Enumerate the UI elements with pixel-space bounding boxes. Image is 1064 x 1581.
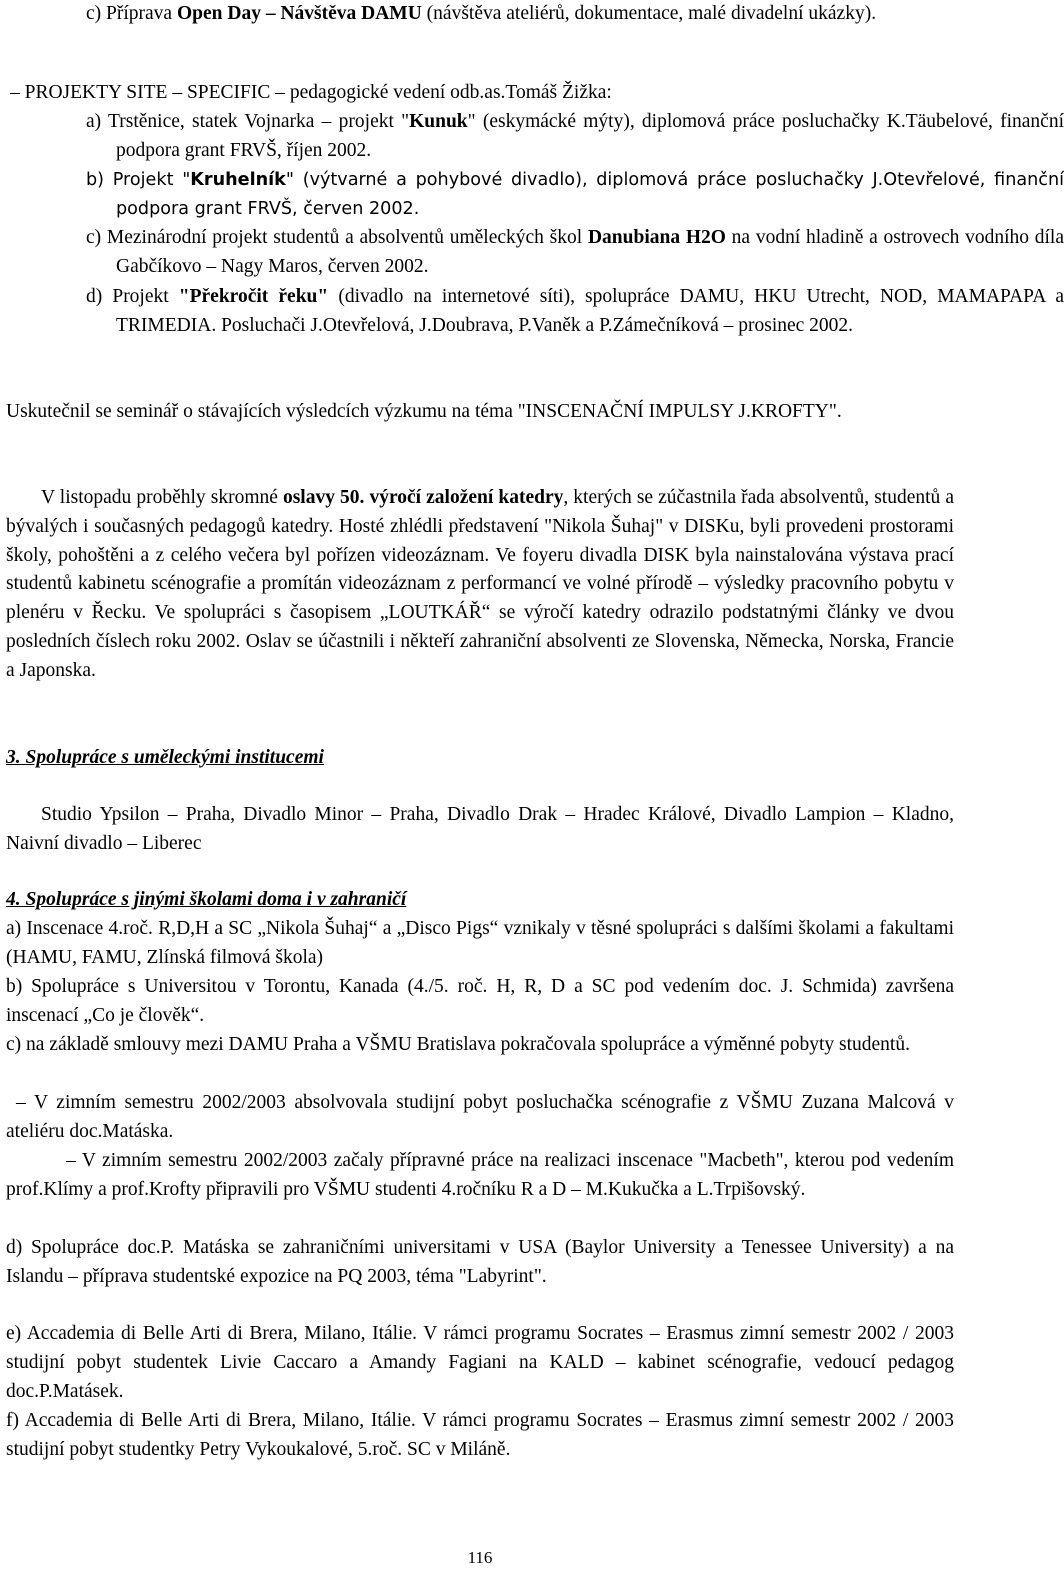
section-heading-4: 4. Spolupráce s jinými školami doma i v zahraničí <box>6 889 407 910</box>
site-specific-intro: – PROJEKTY SITE – SPECIFIC – pedagogické vedení odb.as.Tomáš Žižka: <box>10 82 612 103</box>
project-item-c: c) Mezinárodní projekt studentů a absolventů uměleckých škol Danubiana H2O na vodní hladině a ostrovech vodního díla Gabčíkovo – Nagy Maros, červen 2002. <box>86 227 1064 277</box>
coop-item-b: b) Spolupráce s Universitou v Torontu, Kanada (4./5. roč. H, R, D a SC pod vedením doc. J. Schmida) završena inscenací „Co je člověk“. <box>6 976 954 1026</box>
institutions-paragraph: Studio Ypsilon – Praha, Divadlo Minor – Praha, Divadlo Drak – Hradec Králové, Divadlo Lampion – Kladno, Naivní divadlo – Liberec <box>6 804 954 854</box>
coop-item-c-sub2: – V zimním semestru 2002/2003 začaly přípravné práce na realizaci inscenace "Macbeth", kterou pod vedením prof.Klímy a prof.Krofty připravili pro VŠMU studenti 4.ročníku R a D – M.Kukučka a L.Trpišovský. <box>6 1150 954 1200</box>
project-item-b: b) Projekt "Kruhelník" (výtvarné a pohybové divadlo), diplomová práce posluchačky J.Otevřelové, finanční podpora grant FRVŠ, červen 2002. <box>86 170 1064 219</box>
open-day-item: c) Příprava Open Day – Návštěva DAMU (návštěva ateliérů, dokumentace, malé divadelní ukázky). <box>86 3 877 24</box>
anniversary-paragraph: V listopadu proběhly skromné oslavy 50. výročí založení katedry, kterých se zúčastnila řada absolventů, studentů a bývalých i současných pedagogů katedry. Hosté zhlédli představení "Nikola Šuhaj" v DISKu, byli provedeni prostorami školy, pohoštěni a z celého večera byl pořízen videozáznam. Ve foyeru divadla DISK byla nainstalována výstava prací studentů kabinetu scénografie a promítán videozáznam z performancí ve volné přírodě – výsledky pracovního pobytu v plenéru v Řecku. Ve spolupráci s časopisem „LOUTKÁŘ“ se výročí katedry odrazilo podstatnými články ve dvou posledních číslech roku 2002. Oslav se účastnili i někteří zahraniční absolventi ze Slovenska, Německa, Norska, Francie a Japonska. <box>6 487 954 681</box>
page-number: 116 <box>467 1548 493 1567</box>
project-item-d: d) Projekt "Překročit řeku" (divadlo na internetové síti), spolupráce DAMU, HKU Utrecht, NOD, MAMAPAPA a TRIMEDIA. Posluchači J.Otevřelová, J.Doubrava, P.Vaněk a P.Zámečníková – prosinec 2002. <box>86 286 1064 336</box>
coop-item-f: f) Accademia di Belle Arti di Brera, Milano, Itálie. V rámci programu Socrates – Erasmus zimní semestr 2002 / 2003 studijní pobyt studentky Petry Vykoukalové, 5.roč. SC v Miláně. <box>6 1410 954 1460</box>
coop-item-e: e) Accademia di Belle Arti di Brera, Milano, Itálie. V rámci programu Socrates – Erasmus zimní semestr 2002 / 2003 studijní pobyt studentek Livie Caccaro a Amandy Fagiani na KALD – kabinet scénografie, vedoucí pedagog doc.P.Matásek. <box>6 1323 954 1402</box>
project-item-a: a) Trstěnice, statek Vojnarka – projekt "Kunuk" (eskymácké mýty), diplomová práce posluchačky K.Täubelové, finanční podpora grant FRVŠ, říjen 2002. <box>86 111 1064 161</box>
coop-item-c: c) na základě smlouvy mezi DAMU Praha a VŠMU Bratislava pokračovala spolupráce a výměnné pobyty studentů. <box>6 1034 910 1055</box>
coop-item-c-sub1: – V zimním semestru 2002/2003 absolvovala studijní pobyt posluchačka scénografie z VŠMU Zuzana Malcová v ateliéru doc.Matáska. <box>6 1092 954 1142</box>
coop-item-d: d) Spolupráce doc.P. Matáska se zahraničními universitami v USA (Baylor University a Tenessee University) a na Islandu – příprava studentské expozice na PQ 2003, téma "Labyrint". <box>6 1237 954 1287</box>
section-heading-3: 3. Spolupráce s uměleckými institucemi <box>6 747 324 768</box>
seminar-paragraph: Uskutečnil se seminář o stávajících výsledcích výzkumu na téma "INSCENAČNÍ IMPULSY J.KROFTY". <box>6 401 842 422</box>
coop-item-a: a) Inscenace 4.roč. R,D,H a SC „Nikola Šuhaj“ a „Disco Pigs“ vznikaly v těsné spolupráci s dalšími školami a fakultami (HAMU, FAMU, Zlínská filmová škola) <box>6 918 954 968</box>
